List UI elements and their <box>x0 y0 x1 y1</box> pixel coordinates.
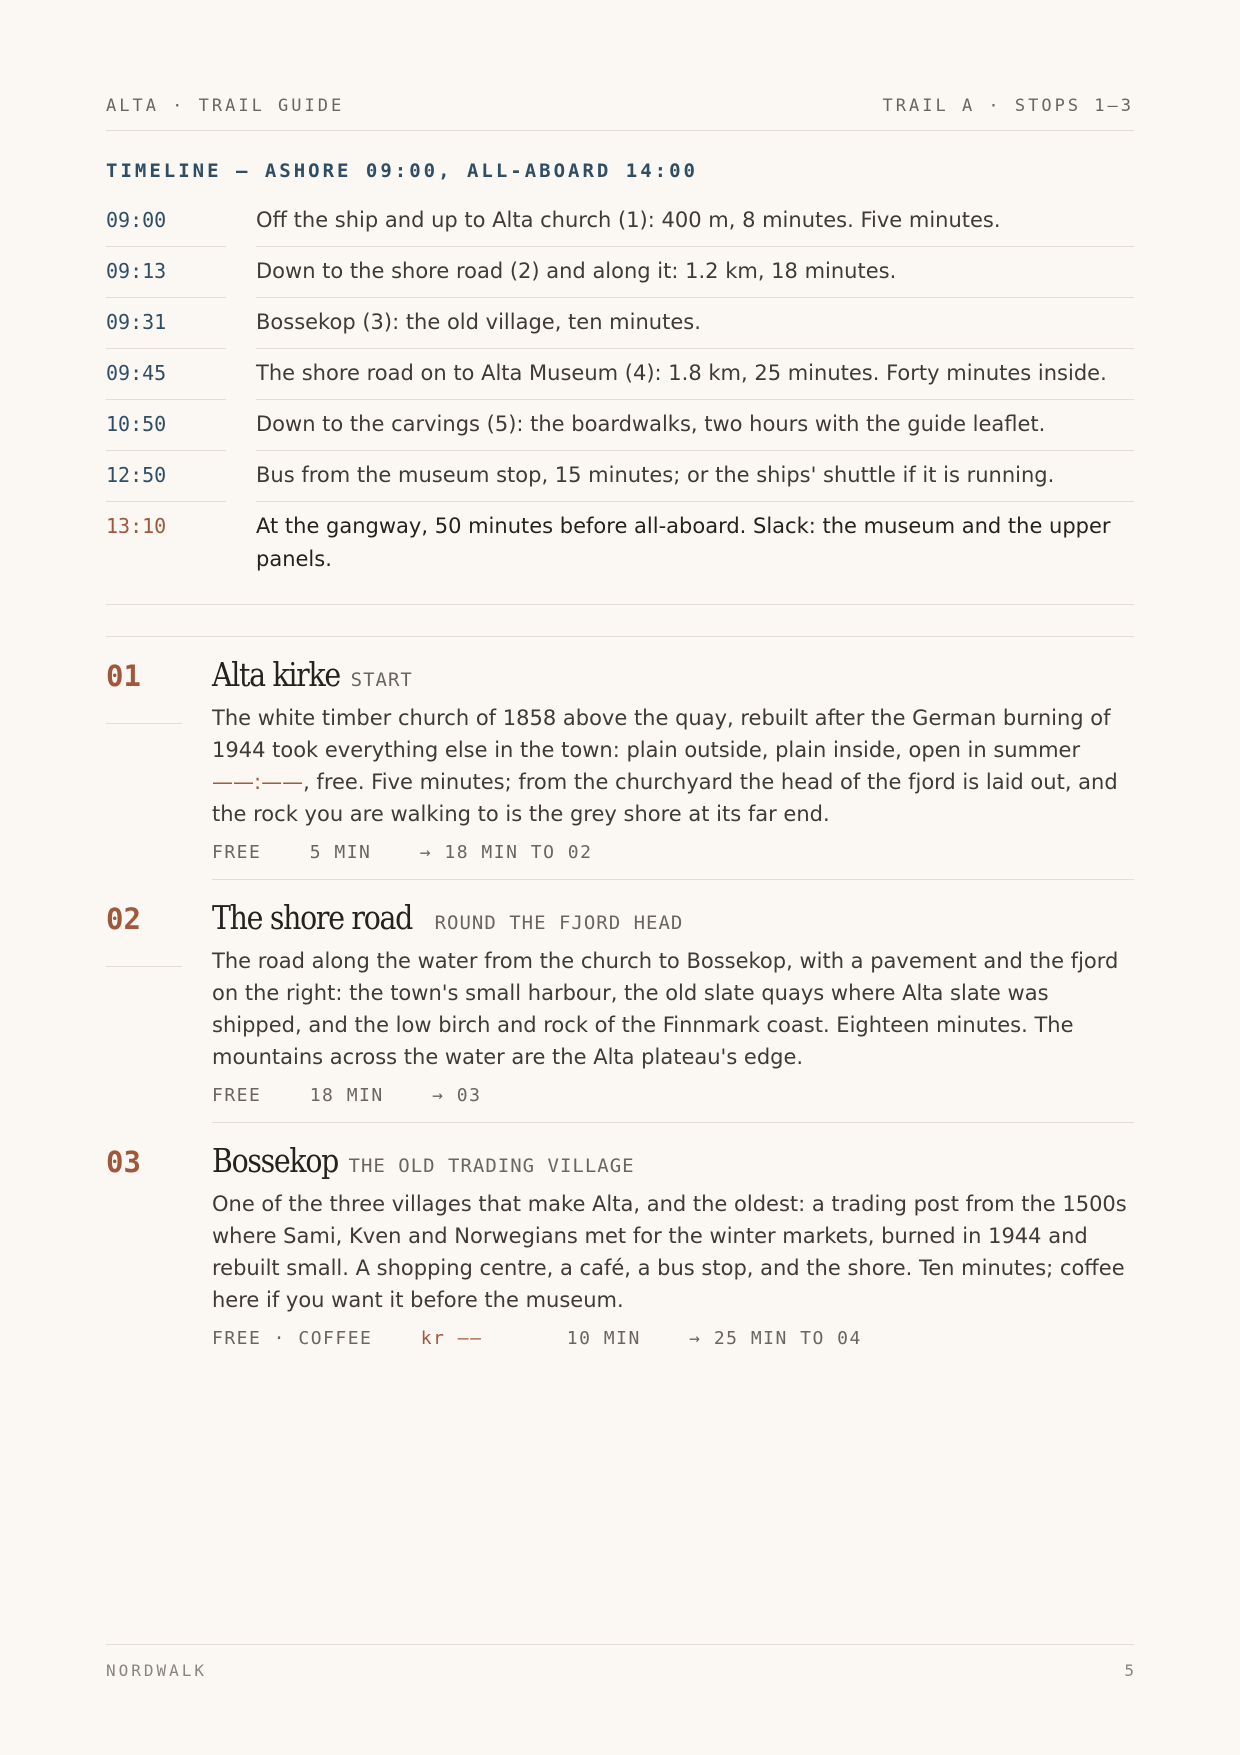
stop-duration: 18 MIN <box>309 1085 384 1106</box>
stop-duration: 10 MIN <box>566 1328 641 1349</box>
stop-subtitle: ROUND THE FJORD HEAD <box>434 912 684 934</box>
timeline-text: Bus from the museum stop, 15 minutes; or the ships' shuttle if it is running. <box>256 451 1134 502</box>
timeline-text: Off the ship and up to Alta church (1): 400 m, 8 minutes. Five minutes. <box>256 196 1134 247</box>
stop-subtitle: START <box>350 669 413 691</box>
stop-price <box>212 1328 518 1349</box>
stop-price-label: FREE · COFFEE <box>212 1328 373 1349</box>
stop-number: 01 <box>106 637 182 724</box>
header-right: TRAIL A · STOPS 1–3 <box>882 96 1134 116</box>
stop-price: FREE <box>212 842 262 863</box>
stop-body <box>212 1123 1134 1365</box>
timeline-row <box>106 196 1134 247</box>
timeline-text: Bossekop (3): the old village, ten minutes. <box>256 298 1134 349</box>
stop-description-part: , free. Five minutes; from the churchyard the head of the fjord is laid out, and the rock you are walking to is the grey shore at its far end. <box>212 770 1118 826</box>
opening-hours-placeholder: ——:—— <box>212 770 304 794</box>
stop-next: → 03 <box>432 1085 482 1106</box>
stop-01 <box>106 637 1134 880</box>
stop-meta <box>212 1328 1134 1349</box>
stop-list <box>106 636 1134 1365</box>
stop-duration: 5 MIN <box>309 842 372 863</box>
stop-body <box>212 637 1134 880</box>
timeline-heading: TIMELINE — ASHORE 09:00, ALL-ABOARD 14:00 <box>106 160 698 182</box>
page-header <box>106 96 1134 131</box>
stop-name: Alta kirke <box>212 655 340 694</box>
timeline-row <box>106 298 1134 349</box>
timeline-time: 09:31 <box>106 298 226 349</box>
timeline-row <box>106 451 1134 502</box>
stop-title <box>212 655 1134 694</box>
page-number: 5 <box>1124 1661 1134 1680</box>
stop-next: → 18 MIN TO 02 <box>419 842 593 863</box>
timeline-time: 09:13 <box>106 247 226 298</box>
stop-meta <box>212 1085 1134 1106</box>
timeline-row <box>106 349 1134 400</box>
timeline-time: 10:50 <box>106 400 226 451</box>
timeline-time: 12:50 <box>106 451 226 502</box>
stop-body <box>212 880 1134 1123</box>
timeline-text: Down to the carvings (5): the boardwalks, two hours with the guide leaflet. <box>256 400 1134 451</box>
timeline-text: The shore road on to Alta Museum (4): 1.8 km, 25 minutes. Forty minutes inside. <box>256 349 1134 400</box>
stop-number: 02 <box>106 880 182 967</box>
stop-description: The road along the water from the church to Bossekop, with a pavement and the fjord on the right: the town's small harbour, the old slate quays where Alta slate was shipped, and the low birch and rock of the Finnmark coast. Eighteen minutes. The mountains across the water are the Alta plateau's edge. <box>212 949 1119 1069</box>
timeline-row-final <box>106 502 1134 584</box>
stop-name: Bossekop <box>212 1141 339 1180</box>
footer-brand: NORDWALK <box>106 1661 208 1680</box>
stop-description-part: The white timber church of 1858 above the quay, rebuilt after the German burning of 1944 took everything else in the town: plain outside, plain inside, open in summer <box>212 706 1111 762</box>
stop-description: One of the three villages that make Alta, and the oldest: a trading post from the 1500s where Sami, Kven and Norwegians met for the winter markets, burned in 1944 and rebuilt small. A shopping centre, a café, a bus stop, and the shore. Ten minutes; coffee here if you want it before the museum. <box>212 1192 1127 1312</box>
timeline-text-final: At the gangway, 50 minutes before all-aboard. Slack: the museum and the upper panels. <box>256 514 1111 571</box>
stop-subtitle: THE OLD TRADING VILLAGE <box>348 1155 635 1177</box>
coffee-price-placeholder: kr —— <box>420 1328 483 1349</box>
timeline-text: Down to the shore road (2) and along it: 1.2 km, 18 minutes. <box>256 247 1134 298</box>
timeline-time-final: 13:10 <box>106 514 167 538</box>
stop-name: The shore road <box>212 898 413 937</box>
timeline-row <box>106 247 1134 298</box>
stop-title <box>212 898 1134 937</box>
stop-02 <box>106 880 1134 1123</box>
stop-price: FREE <box>212 1085 262 1106</box>
timeline <box>106 160 1134 605</box>
timeline-row <box>106 400 1134 451</box>
timeline-time: 09:45 <box>106 349 226 400</box>
timeline-time: 09:00 <box>106 196 226 247</box>
stop-title <box>212 1141 1134 1180</box>
stop-description <box>212 702 1134 830</box>
stop-number: 03 <box>106 1145 141 1179</box>
stop-03 <box>106 1123 1134 1365</box>
header-left: ALTA · TRAIL GUIDE <box>106 96 345 116</box>
page-footer <box>106 1644 1134 1680</box>
timeline-divider <box>106 604 1134 605</box>
stop-next: → 25 MIN TO 04 <box>689 1328 862 1349</box>
stop-meta <box>212 842 1134 863</box>
